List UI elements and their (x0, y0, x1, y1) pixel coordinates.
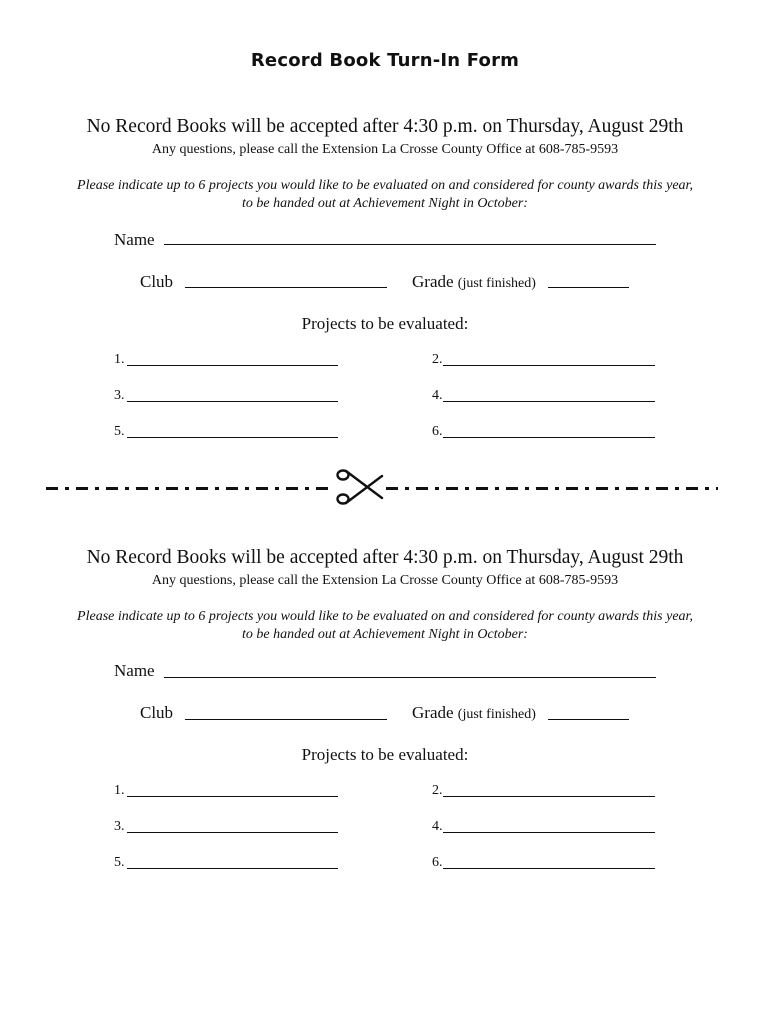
project-number-4: 4. (432, 388, 443, 403)
name-field[interactable] (164, 677, 656, 678)
project-number-1: 1. (114, 783, 125, 798)
project-number-6: 6. (432, 424, 443, 439)
instructions-line-1: Please indicate up to 6 projects you would like to be evaluated on and considered for county awards this year, (77, 178, 693, 193)
project-field-3[interactable] (127, 832, 338, 833)
project-field-4[interactable] (443, 401, 655, 402)
contact-info: Any questions, please call the Extension La Crosse County Office at 608-785-9593 (151, 142, 619, 157)
club-label: Club (140, 703, 174, 722)
project-field-3[interactable] (127, 401, 338, 402)
grade-field[interactable] (548, 719, 629, 720)
club-field[interactable] (185, 719, 387, 720)
project-number-1: 1. (114, 352, 125, 367)
name-label: Name (114, 230, 155, 249)
name-field[interactable] (164, 244, 656, 245)
project-field-1[interactable] (127, 796, 338, 797)
deadline-notice: No Record Books will be accepted after 4:30 p.m. on Thursday, August 29th (86, 116, 684, 137)
contact-info: Any questions, please call the Extension La Crosse County Office at 608-785-9593 (151, 573, 619, 588)
projects-heading: Projects to be evaluated: (301, 745, 469, 764)
instructions-line-2: to be handed out at Achievement Night in October: (242, 627, 528, 642)
grade-field[interactable] (548, 287, 629, 288)
grade-note: (just finished) (457, 707, 536, 722)
name-label: Name (114, 661, 155, 680)
form-title: Record Book Turn-In Form (250, 50, 520, 71)
project-field-5[interactable] (127, 437, 338, 438)
instructions-line-1: Please indicate up to 6 projects you would like to be evaluated on and considered for county awards this year, (77, 609, 693, 624)
scissors-icon (334, 468, 386, 506)
grade-label-text: Grade (412, 272, 454, 291)
project-field-2[interactable] (443, 796, 655, 797)
project-field-6[interactable] (443, 437, 655, 438)
instructions-line-2: to be handed out at Achievement Night in October: (242, 196, 528, 211)
club-label: Club (140, 272, 174, 291)
deadline-notice: No Record Books will be accepted after 4:30 p.m. on Thursday, August 29th (86, 547, 684, 568)
project-number-2: 2. (432, 783, 443, 798)
projects-heading: Projects to be evaluated: (301, 314, 469, 333)
grade-label-text: Grade (412, 703, 454, 722)
project-number-6: 6. (432, 855, 443, 870)
project-field-6[interactable] (443, 868, 655, 869)
grade-label (412, 272, 536, 292)
grade-note: (just finished) (457, 276, 536, 291)
project-field-5[interactable] (127, 868, 338, 869)
project-number-4: 4. (432, 819, 443, 834)
project-number-3: 3. (114, 388, 125, 403)
project-field-4[interactable] (443, 832, 655, 833)
project-number-5: 5. (114, 855, 125, 870)
project-field-2[interactable] (443, 365, 655, 366)
grade-label (412, 703, 536, 723)
project-field-1[interactable] (127, 365, 338, 366)
project-number-5: 5. (114, 424, 125, 439)
club-field[interactable] (185, 287, 387, 288)
project-number-3: 3. (114, 819, 125, 834)
project-number-2: 2. (432, 352, 443, 367)
